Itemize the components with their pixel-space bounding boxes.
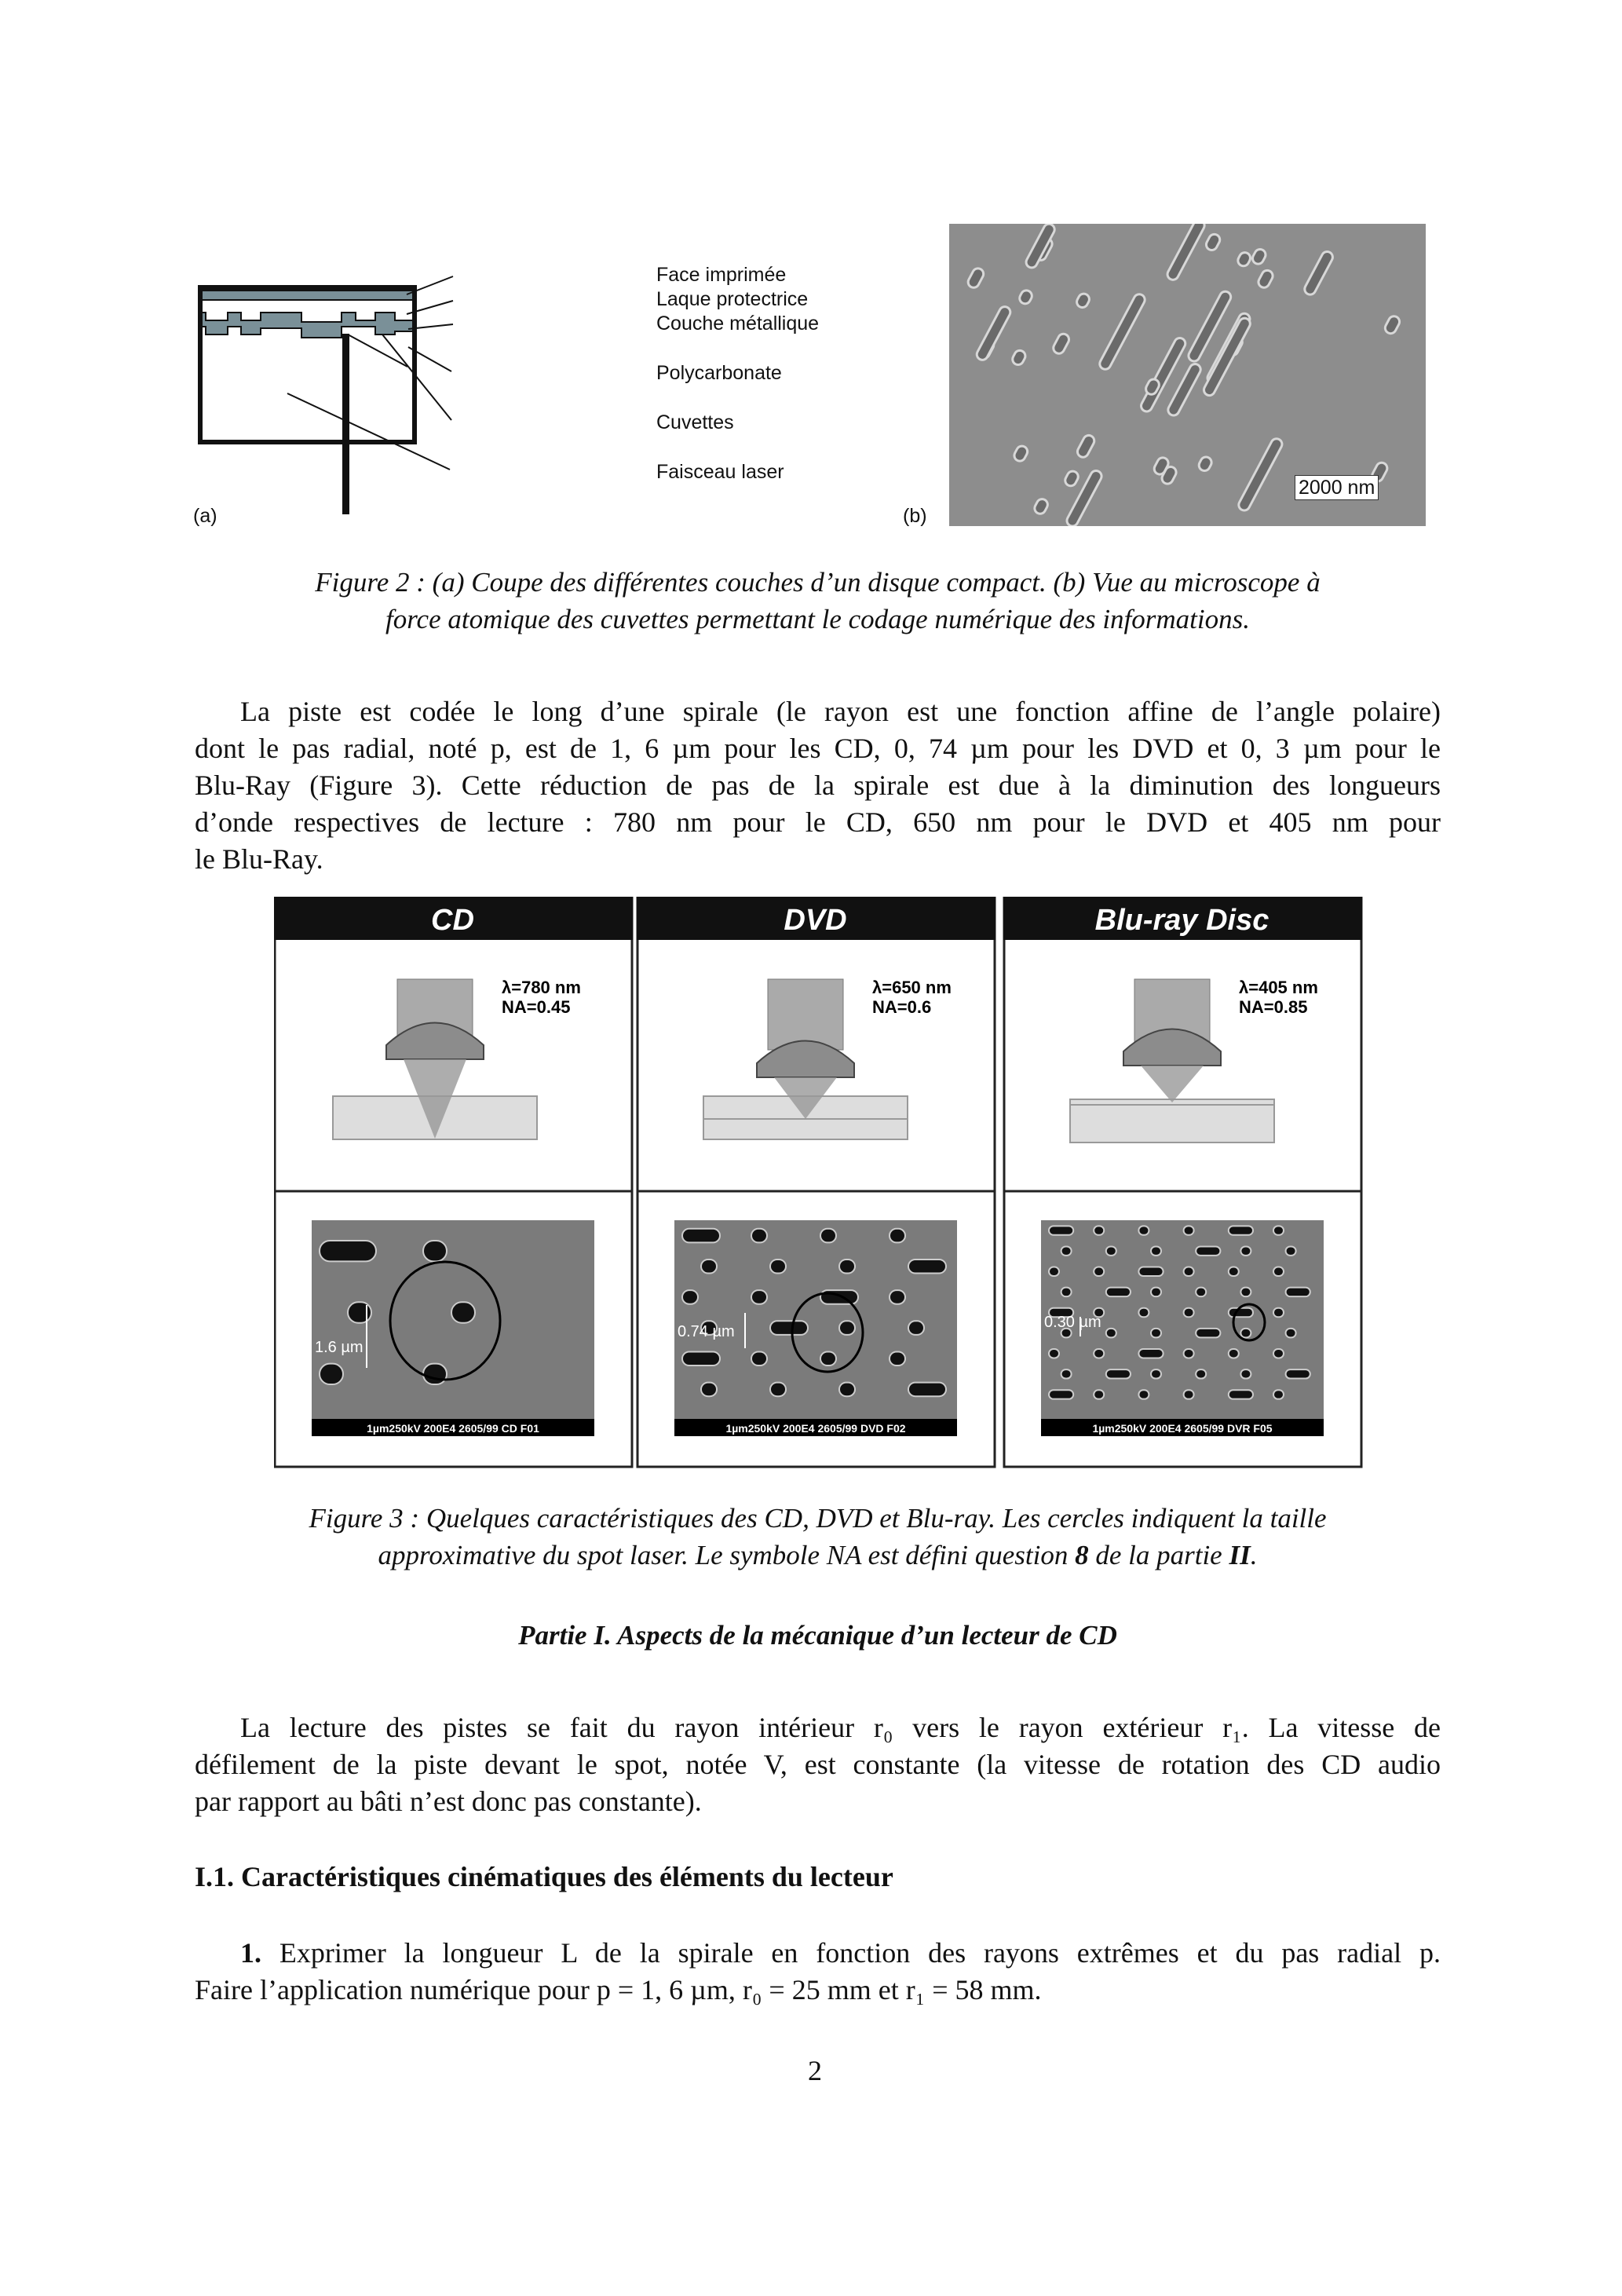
sem-pit <box>1138 1390 1149 1398</box>
afm-pit <box>1013 444 1030 463</box>
sem-pit <box>451 1302 475 1322</box>
sem-pit <box>1094 1267 1104 1276</box>
afm-pit <box>1063 470 1080 488</box>
sem-pit <box>839 1383 855 1397</box>
afm-pit <box>975 305 1012 362</box>
sem-pit <box>1049 1226 1073 1234</box>
question-1-line-2: Faire l’application numérique pour p = 1, 6 µm, r₀ = 25 mm et r₁ = 58 mm. <box>195 1974 1042 2005</box>
sem-pit <box>1106 1369 1131 1378</box>
layer-label-faisceau: Faisceau laser <box>656 461 784 483</box>
sem-pit <box>682 1290 698 1304</box>
sem-pit <box>1061 1369 1072 1378</box>
afm-pit-shape <box>1017 288 1033 305</box>
afm-pit-shape <box>1075 292 1091 309</box>
sem-pit <box>1061 1246 1072 1255</box>
sem-pit <box>1196 1246 1220 1255</box>
sem-pit <box>1229 1267 1239 1276</box>
afm-pit <box>1076 433 1096 459</box>
afm-pit <box>966 266 985 289</box>
figure-2b-afm-image <box>949 224 1426 526</box>
sem-pit <box>1240 1369 1251 1378</box>
wavelength-label: λ=650 nm <box>872 978 952 997</box>
layer-label-laque: Laque protectrice <box>656 288 809 310</box>
caption-text: approximative du spot laser. Le symbole NA est défini question <box>378 1540 1076 1570</box>
sem-pit <box>1286 1288 1310 1296</box>
sem-pit <box>701 1260 717 1274</box>
panel-a-label: (a) <box>193 505 217 527</box>
sem-pit <box>1106 1288 1131 1296</box>
sem-pit <box>1273 1267 1284 1276</box>
afm-pit-shape <box>966 266 985 289</box>
sem-pit <box>1286 1369 1310 1378</box>
sem-pit <box>1106 1246 1116 1255</box>
sem-pit <box>423 1241 447 1261</box>
sem-pit <box>839 1260 855 1274</box>
sem-pit <box>770 1321 808 1335</box>
sem-pit <box>890 1351 905 1366</box>
panel-2 <box>1003 897 1362 1467</box>
sem-pit <box>1184 1226 1194 1234</box>
sem-pit <box>1286 1329 1296 1337</box>
sem-info-text: 1µm250kV 200E4 2605/99 DVD F02 <box>725 1422 906 1435</box>
afm-pit-shape <box>1051 332 1071 356</box>
sem-pit <box>1151 1329 1161 1337</box>
sem-pit <box>1061 1288 1072 1296</box>
paragraph-2-line: défilement de la piste devant le spot, notée V, est constante (la vitesse de rotation des CD audio <box>195 1749 1441 1780</box>
sem-pit <box>1229 1349 1239 1358</box>
sem-pit <box>1151 1288 1161 1296</box>
sem-pit <box>1286 1246 1296 1255</box>
sem-pit <box>908 1260 946 1274</box>
layer-label-cuvettes: Cuvettes <box>656 411 734 433</box>
afm-pit <box>1237 437 1284 512</box>
sem-pit <box>1229 1226 1253 1234</box>
part-heading: Partie I. Aspects de la mécanique d’un lecteur de CD <box>518 1620 1117 1651</box>
na-label: NA=0.85 <box>1239 997 1308 1017</box>
laser-beam <box>342 334 349 514</box>
track-pitch-label: 0.74 µm <box>678 1323 735 1340</box>
caption-part-ref: II <box>1229 1540 1251 1570</box>
panel-title: Blu-ray Disc <box>1094 904 1269 937</box>
afm-pit <box>1197 455 1214 473</box>
layer-label-face-imprimee: Face imprimée <box>656 264 787 286</box>
afm-pit-shape <box>1013 444 1030 463</box>
sem-pit <box>820 1351 836 1366</box>
question-text: Exprimer la longueur L de la spirale en fonction des rayons extrêmes et du pas radial p. <box>261 1937 1441 1969</box>
sem-pit <box>1151 1369 1161 1378</box>
panel-b-label: (b) <box>903 505 927 527</box>
afm-pit-shape <box>1302 250 1335 297</box>
paragraph-1-line: dont le pas radial, noté p, est de 1, 6 µm pour les CD, 0, 74 µm pour les DVD et 0, 3 µm pour le <box>195 733 1441 764</box>
sem-pit <box>1106 1329 1116 1337</box>
afm-pit-shape <box>1098 292 1146 371</box>
sem-pit <box>1240 1246 1251 1255</box>
figure-3-diagram <box>274 897 1373 1470</box>
sem-pit <box>820 1229 836 1243</box>
paragraph-1-line: le Blu-Ray. <box>195 843 323 875</box>
panel-0 <box>274 897 633 1467</box>
afm-pit <box>1098 292 1146 371</box>
sem-pit <box>1240 1329 1251 1337</box>
sem-pit <box>1273 1349 1284 1358</box>
afm-pit <box>1204 232 1222 252</box>
sem-info-text: 1µm250kV 200E4 2605/99 CD F01 <box>367 1422 539 1435</box>
afm-pit-shape <box>1204 232 1222 252</box>
panel-title: DVD <box>784 904 847 937</box>
laser-beam <box>768 979 843 1050</box>
sem-pit <box>890 1229 905 1243</box>
afm-pit-shape <box>1010 349 1027 367</box>
panel-title: CD <box>431 904 474 937</box>
scale-bar-label: 2000 nm <box>1295 475 1379 500</box>
sem-pit <box>751 1351 767 1366</box>
sem-pit <box>751 1290 767 1304</box>
sem-pit <box>1273 1390 1284 1398</box>
sem-pit <box>1151 1246 1161 1255</box>
sem-pit <box>1094 1390 1104 1398</box>
sem-pit <box>839 1321 855 1335</box>
disc-substrate <box>1070 1099 1274 1143</box>
paragraph-2-line: La lecture des pistes se fait du rayon intérieur r₀ vers le rayon extérieur r₁. La vitesse de <box>240 1712 1441 1743</box>
sem-pit <box>1049 1349 1059 1358</box>
na-label: NA=0.45 <box>502 997 571 1017</box>
sem-pit <box>320 1241 376 1261</box>
afm-pit <box>1017 288 1033 305</box>
sem-pit <box>908 1321 924 1335</box>
afm-pit-shape <box>1237 437 1284 512</box>
afm-pit <box>1256 269 1274 290</box>
caption-text: de la partie <box>1088 1540 1229 1570</box>
wavelength-label: λ=780 nm <box>502 978 581 997</box>
afm-pit-shape <box>1166 224 1207 282</box>
afm-pit <box>1236 250 1252 268</box>
sem-pit <box>1049 1267 1059 1276</box>
afm-pit-shape <box>1032 497 1049 516</box>
sem-pit <box>1184 1267 1194 1276</box>
sem-pit <box>1229 1390 1253 1398</box>
paragraph-1-line: Blu-Ray (Figure 3). Cette réduction de pas de la spirale est due à la diminution des longueurs <box>195 770 1441 801</box>
sem-pit <box>1273 1226 1284 1234</box>
afm-pit-shape <box>1256 269 1274 290</box>
afm-pit <box>1051 332 1071 356</box>
track-pitch-label: 1.6 µm <box>315 1339 363 1356</box>
afm-pit <box>1010 349 1027 367</box>
afm-pit-shape <box>1076 433 1096 459</box>
afm-pit <box>1075 292 1091 309</box>
sem-pit <box>682 1229 720 1243</box>
sem-pit <box>423 1364 447 1384</box>
figure-2-caption-line-2: force atomique des cuvettes permettant le codage numérique des informations. <box>385 604 1250 634</box>
afm-pit-shape <box>1251 247 1267 266</box>
sem-pit <box>1184 1349 1194 1358</box>
sem-pit <box>682 1351 720 1366</box>
sem-pit <box>701 1383 717 1397</box>
sem-pit <box>348 1302 371 1322</box>
sem-pit <box>1049 1390 1073 1398</box>
afm-pit <box>1166 224 1207 282</box>
afm-pit <box>1251 247 1267 266</box>
sem-pit <box>908 1383 946 1397</box>
paragraph-1-line: d’onde respectives de lecture : 780 nm pour le CD, 650 nm pour le DVD et 405 nm pour <box>195 806 1441 838</box>
sem-pit <box>1229 1308 1253 1317</box>
caption-text: . <box>1250 1540 1258 1570</box>
afm-pit <box>1302 250 1335 297</box>
sem-pit <box>1196 1288 1206 1296</box>
question-1-line-1 <box>240 1935 1441 1972</box>
sem-pit <box>1196 1329 1220 1337</box>
section-heading: I.1. Caractéristiques cinématiques des éléments du lecteur <box>195 1861 893 1892</box>
paragraph-2-line: par rapport au bâti n’est donc pas constante). <box>195 1786 702 1817</box>
sem-pit <box>1138 1267 1163 1276</box>
question-number: 1. <box>240 1937 261 1969</box>
sem-pit <box>1094 1226 1104 1234</box>
sem-pit <box>1094 1349 1104 1358</box>
sem-pit <box>770 1260 786 1274</box>
afm-pit-shape <box>1063 470 1080 488</box>
paragraph-1-line: La piste est codée le long d’une spirale (le rayon est une fonction affine de l’angle polaire) <box>240 696 1441 727</box>
afm-pit-shape <box>1236 250 1252 268</box>
sem-pit <box>1273 1308 1284 1317</box>
sem-pit <box>320 1364 343 1384</box>
layer-label-couche-metallique: Couche métallique <box>656 313 820 335</box>
sem-pit <box>1196 1369 1206 1378</box>
panel-1 <box>637 897 995 1467</box>
wavelength-label: λ=405 nm <box>1239 978 1318 997</box>
sem-pit <box>1138 1308 1149 1317</box>
sem-pit <box>1184 1308 1194 1317</box>
figure-3 <box>274 897 1373 1470</box>
sem-pit <box>1240 1288 1251 1296</box>
afm-pit-shape <box>1197 455 1214 473</box>
sem-info-text: 1µm250kV 200E4 2605/99 DVR F05 <box>1092 1422 1273 1435</box>
afm-pit <box>1383 314 1401 335</box>
figure-3-caption-line-2 <box>195 1537 1441 1574</box>
caption-question-ref: 8 <box>1075 1540 1089 1570</box>
track-pitch-label: 0.30 µm <box>1044 1314 1101 1331</box>
sem-pit <box>890 1290 905 1304</box>
figure-2-caption-line-1: Figure 2 : (a) Coupe des différentes couches d’un disque compact. (b) Vue au microscope à <box>315 567 1321 598</box>
afm-pit-shape <box>1383 314 1401 335</box>
sem-pit <box>770 1383 786 1397</box>
afm-pit-shape <box>975 305 1012 362</box>
sem-pit <box>1138 1226 1149 1234</box>
na-label: NA=0.6 <box>872 997 932 1017</box>
figure-3-caption-line-1: Figure 3 : Quelques caractéristiques des CD, DVD et Blu-ray. Les cercles indiquent la taille <box>309 1503 1327 1534</box>
sem-pit <box>1138 1349 1163 1358</box>
page-number: 2 <box>808 2055 822 2086</box>
layer-label-polycarbonate: Polycarbonate <box>656 362 782 384</box>
sem-pit <box>1184 1390 1194 1398</box>
afm-pit <box>1032 497 1049 516</box>
sem-pit <box>751 1229 767 1243</box>
